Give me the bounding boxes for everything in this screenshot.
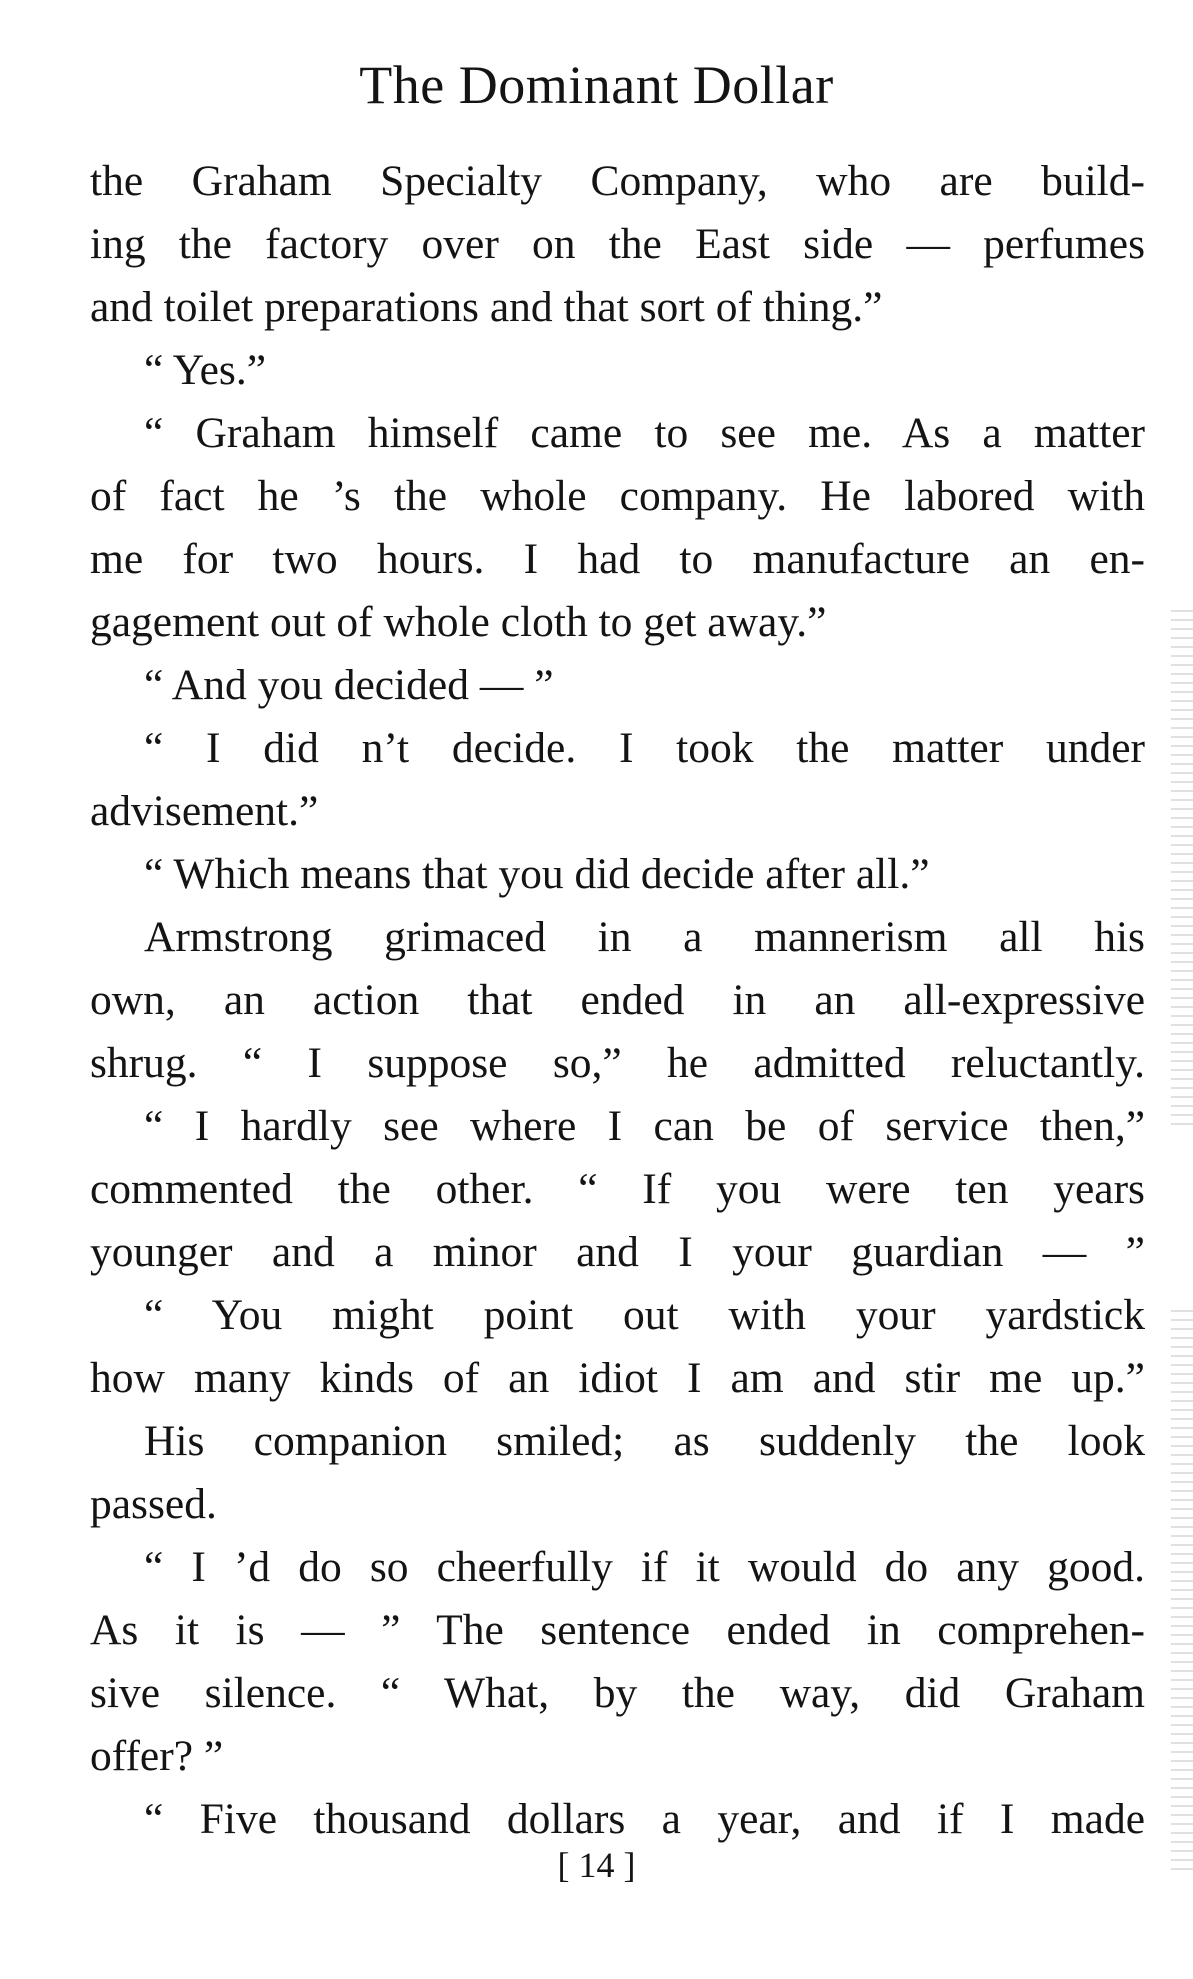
text-line: “ Graham himself came to see me. As a matter bbox=[144, 409, 1145, 457]
text-line: shrug. “ I suppose so,” he admitted reluctantly. bbox=[90, 1039, 1145, 1087]
text-line: and toilet preparations and that sort of thing.” bbox=[90, 283, 883, 331]
text-line: “ I ’d do so cheerfully if it would do any good. bbox=[144, 1543, 1145, 1591]
text-line: “ You might point out with your yardstick bbox=[144, 1291, 1145, 1339]
text-line: how many kinds of an idiot I am and stir me up.” bbox=[90, 1354, 1145, 1402]
text-line: ing the factory over on the East side — perfumes bbox=[90, 220, 1145, 268]
text-line: “ Yes.” bbox=[144, 346, 267, 394]
text-line: “ Which means that you did decide after all.” bbox=[144, 850, 930, 898]
text-line: me for two hours. I had to manufacture an en- bbox=[90, 535, 1145, 583]
text-line: of fact he ’s the whole company. He labored with bbox=[90, 472, 1145, 520]
text-line: the Graham Specialty Company, who are build- bbox=[90, 157, 1145, 205]
text-line: “ I hardly see where I can be of service then,” bbox=[144, 1102, 1145, 1150]
text-line: “ Five thousand dollars a year, and if I made bbox=[144, 1795, 1145, 1843]
text-line: Armstrong grimaced in a mannerism all his bbox=[144, 913, 1145, 961]
text-line: offer? ” bbox=[90, 1732, 224, 1780]
text-line: passed. bbox=[90, 1480, 217, 1528]
text-line: advisement.” bbox=[90, 787, 319, 835]
text-line: sive silence. “ What, by the way, did Graham bbox=[90, 1669, 1145, 1717]
text-line: As it is — ” The sentence ended in comprehen- bbox=[90, 1606, 1145, 1654]
text-line: gagement out of whole cloth to get away.” bbox=[90, 598, 827, 646]
text-line: “ And you decided — ” bbox=[144, 661, 554, 709]
text-line: commented the other. “ If you were ten years bbox=[90, 1165, 1145, 1213]
page-edge-speckle bbox=[1171, 610, 1193, 1130]
text-line: younger and a minor and I your guardian — ” bbox=[90, 1228, 1145, 1276]
page-edge-speckle bbox=[1171, 1310, 1193, 1870]
text-line: own, an action that ended in an all-expressive bbox=[90, 976, 1145, 1024]
text-line: “ I did n’t decide. I took the matter under bbox=[144, 724, 1145, 772]
running-head: The Dominant Dollar bbox=[359, 55, 834, 115]
text-line: His companion smiled; as suddenly the look bbox=[144, 1417, 1145, 1465]
body-text bbox=[90, 150, 1145, 1851]
page-number: [ 14 ] bbox=[557, 1845, 636, 1885]
